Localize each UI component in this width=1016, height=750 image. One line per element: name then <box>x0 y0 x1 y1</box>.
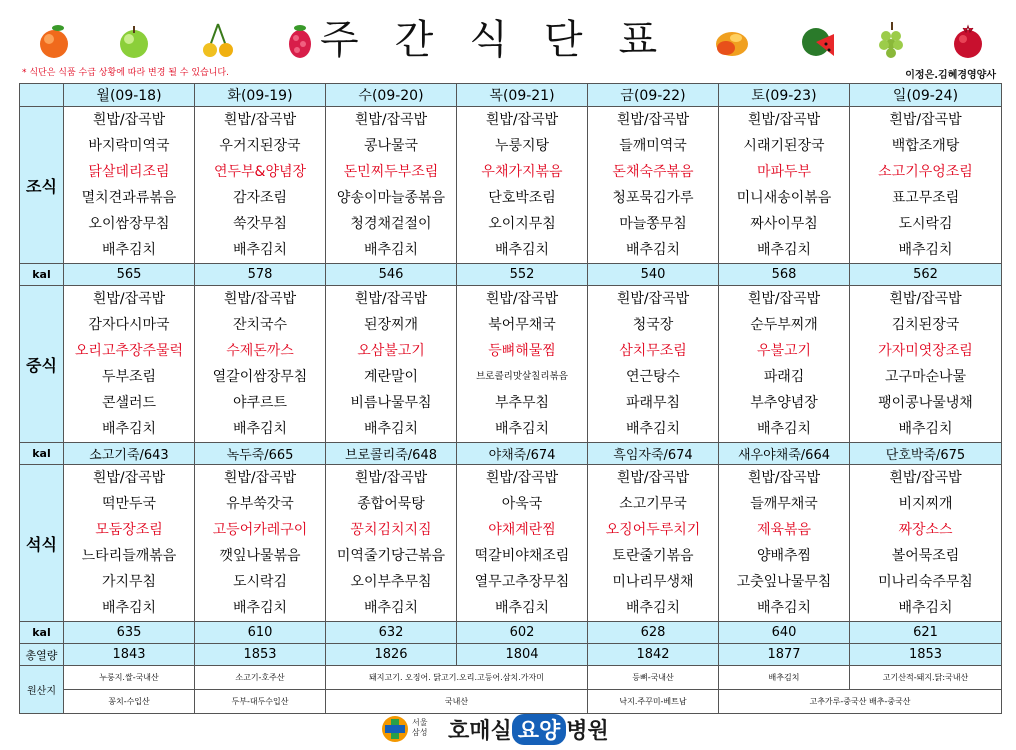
lunch-cell <box>850 286 1002 443</box>
kal-value: 602 <box>457 622 588 644</box>
menu-item: 배추김치 <box>625 242 681 258</box>
menu-item: 흰밥/잡곡밥 <box>747 112 821 128</box>
menu-item: 비름나물무침 <box>350 395 432 411</box>
kal-value: 621 <box>850 622 1002 644</box>
menu-item: 배추김치 <box>101 421 157 437</box>
kal-value: 단호박죽/675 <box>850 443 1002 465</box>
lunch-cell <box>64 286 195 443</box>
hospital-logo-icon <box>380 714 410 744</box>
corner-cell <box>20 84 64 107</box>
menu-item: 흰밥/잡곡밥 <box>616 470 690 486</box>
pomegranate-icon <box>950 20 986 60</box>
menu-item: 유부쑥갓국 <box>226 496 294 512</box>
menu-item: 흰밥/잡곡밥 <box>92 291 166 307</box>
menu-item: 닭살데리조림 <box>88 164 170 180</box>
menu-item: 배추김치 <box>625 600 681 616</box>
menu-item: 배추김치 <box>898 242 953 258</box>
menu-item: 배추김치 <box>101 600 157 616</box>
origin-value: 낙지.주꾸미-베트남 <box>588 690 719 714</box>
lunch-cell <box>588 286 719 443</box>
lunch-row <box>20 286 1002 443</box>
menu-item: 배추김치 <box>363 242 419 258</box>
kal-value: 흑임자죽/674 <box>588 443 719 465</box>
menu-item: 느타리들깨볶음 <box>81 548 177 564</box>
kal-value: 640 <box>719 622 850 644</box>
menu-item: 배추김치 <box>625 421 681 437</box>
menu-item: 순두부찌개 <box>750 317 818 333</box>
origin-value: 등뼈-국내산 <box>588 666 719 690</box>
kal-value: 565 <box>64 264 195 286</box>
menu-item: 연근탕수 <box>625 369 681 385</box>
kal-value: 578 <box>195 264 326 286</box>
menu-item: 흰밥/잡곡밥 <box>747 291 821 307</box>
origin-value: 돼지고기. 오징어. 닭고기.오리.고등어.삼치.가자미 <box>326 666 588 690</box>
breakfast-kal-row <box>20 264 1002 286</box>
total-label: 총열량 <box>20 644 64 666</box>
menu-item: 흰밥/잡곡밥 <box>889 291 962 307</box>
total-value: 1877 <box>719 644 850 666</box>
menu-item: 토란줄기볶음 <box>612 548 694 564</box>
menu-item: 청국장 <box>632 317 674 333</box>
dinner-cell <box>850 465 1002 622</box>
menu-item: 바지락미역국 <box>88 138 170 154</box>
menu-item: 부추무침 <box>494 395 550 411</box>
dinner-row <box>20 465 1002 622</box>
total-value: 1842 <box>588 644 719 666</box>
apple-icon <box>116 20 152 60</box>
origin-row <box>20 666 1002 690</box>
kal-value: 546 <box>326 264 457 286</box>
menu-item: 짜장소스 <box>898 522 953 538</box>
menu-item: 북어무채국 <box>488 317 556 333</box>
hospital-logo <box>380 712 700 746</box>
dinner-cell <box>64 465 195 622</box>
menu-item: 오이지무침 <box>488 216 556 232</box>
menu-item: 파래김 <box>763 369 805 385</box>
menu-item: 쑥갓무침 <box>232 216 288 232</box>
menu-item: 들깨미역국 <box>619 138 687 154</box>
menu-item: 미니새송이볶음 <box>736 190 832 206</box>
menu-item: 우채가지볶음 <box>481 164 563 180</box>
menu-item: 멸치견과류볶음 <box>81 190 177 206</box>
origin-value: 두부-대두수입산 <box>195 690 326 714</box>
menu-item: 팽이콩나물냉채 <box>878 395 973 411</box>
menu-item: 흰밥/잡곡밥 <box>889 112 962 128</box>
menu-item: 배추김치 <box>101 242 157 258</box>
lunch-cell <box>457 286 588 443</box>
menu-item: 떡만두국 <box>101 496 157 512</box>
breakfast-cell <box>195 107 326 264</box>
day-header: 화(09-19) <box>195 84 326 107</box>
menu-item: 흰밥/잡곡밥 <box>616 112 690 128</box>
cherry-icon <box>200 20 236 60</box>
lunch-cell <box>326 286 457 443</box>
menu-item: 청경채겉절이 <box>350 216 432 232</box>
menu-item: 누룽지탕 <box>494 138 550 154</box>
menu-item: 흰밥/잡곡밥 <box>485 470 559 486</box>
day-header: 일(09-24) <box>850 84 1002 107</box>
menu-item: 감자다시마국 <box>88 317 170 333</box>
total-value: 1853 <box>195 644 326 666</box>
lunch-cell <box>195 286 326 443</box>
menu-item: 흰밥/잡곡밥 <box>92 112 166 128</box>
mango-icon <box>714 20 750 60</box>
menu-item: 김치된장국 <box>891 317 960 333</box>
menu-item: 삼치무조림 <box>619 343 687 359</box>
menu-item: 미나리숙주무침 <box>878 574 973 590</box>
menu-item: 배추김치 <box>756 600 812 616</box>
menu-item: 가지무침 <box>101 574 157 590</box>
kal-value: 568 <box>719 264 850 286</box>
total-value: 1843 <box>64 644 195 666</box>
origin-value: 고기산적-돼지.닭:국내산 <box>850 666 1002 690</box>
menu-item: 도시락김 <box>232 574 288 590</box>
menu-item: 표고무조림 <box>891 190 960 206</box>
menu-item: 등뼈해물찜 <box>488 343 556 359</box>
hospital-name-badge: 요양 <box>512 714 567 745</box>
breakfast-cell <box>850 107 1002 264</box>
hospital-name <box>448 714 609 745</box>
menu-item: 연두부&양념장 <box>213 164 307 180</box>
menu-item: 배추김치 <box>232 421 288 437</box>
raspberry-icon <box>282 20 318 60</box>
menu-item: 소고기무국 <box>619 496 687 512</box>
dinner-cell <box>588 465 719 622</box>
kal-label: kal <box>20 622 64 644</box>
menu-item: 계란말이 <box>363 369 419 385</box>
menu-item: 흰밥/잡곡밥 <box>354 470 428 486</box>
kal-value: 610 <box>195 622 326 644</box>
menu-item: 흰밥/잡곡밥 <box>223 291 297 307</box>
kal-value: 브로콜리죽/648 <box>326 443 457 465</box>
total-kal-row <box>20 644 1002 666</box>
origin-row <box>20 690 1002 714</box>
kal-label: kal <box>20 264 64 286</box>
menu-item: 흰밥/잡곡밥 <box>485 291 559 307</box>
breakfast-cell <box>326 107 457 264</box>
menu-item: 우불고기 <box>756 343 812 359</box>
menu-item: 열갈이쌈장무침 <box>212 369 308 385</box>
menu-item: 오삼불고기 <box>357 343 425 359</box>
menu-item: 감자조림 <box>232 190 288 206</box>
breakfast-cell <box>64 107 195 264</box>
dinner-cell <box>457 465 588 622</box>
logo-sub-line: 삼성 <box>412 728 428 737</box>
logo-subtitle <box>412 718 427 738</box>
menu-item: 양배추찜 <box>756 548 812 564</box>
kal-value: 562 <box>850 264 1002 286</box>
total-value: 1826 <box>326 644 457 666</box>
day-header-row <box>20 84 1002 107</box>
menu-item: 오이쌈장무침 <box>88 216 170 232</box>
origin-value: 꽁치-수입산 <box>64 690 195 714</box>
menu-item: 야쿠르트 <box>232 395 288 411</box>
menu-item: 돈민찌두부조림 <box>343 164 439 180</box>
menu-item: 두부조림 <box>101 369 157 385</box>
menu-item: 꽁치김치지짐 <box>350 522 432 538</box>
menu-item: 배추김치 <box>363 600 419 616</box>
kal-value: 635 <box>64 622 195 644</box>
menu-item: 흰밥/잡곡밥 <box>92 470 166 486</box>
menu-item: 떡갈비야채조림 <box>474 548 570 564</box>
menu-item: 오이부추무침 <box>350 574 432 590</box>
day-header: 금(09-22) <box>588 84 719 107</box>
menu-item: 고춧잎나물무침 <box>736 574 832 590</box>
menu-item: 들깨무채국 <box>750 496 818 512</box>
kal-value: 야채죽/674 <box>457 443 588 465</box>
menu-item: 부추양념장 <box>750 395 818 411</box>
menu-item: 오리고추장주물럭 <box>74 343 184 359</box>
notice-text: * 식단은 식품 수급 상황에 따라 변경 될 수 있습니다. <box>22 68 229 78</box>
origin-value: 배추김치 <box>719 666 850 690</box>
dinner-cell <box>195 465 326 622</box>
origin-value: 고추가루-중국산 배추-중국산 <box>719 690 1002 714</box>
menu-item: 소고기우엉조림 <box>878 164 973 180</box>
menu-item: 배추김치 <box>494 421 550 437</box>
menu-item: 잔치국수 <box>232 317 288 333</box>
menu-item: 오징어두루치기 <box>605 522 701 538</box>
breakfast-label: 조식 <box>20 107 64 264</box>
menu-item: 배추김치 <box>494 242 550 258</box>
menu-item: 흰밥/잡곡밥 <box>485 112 559 128</box>
origin-label: 원산지 <box>20 666 64 714</box>
menu-item: 백합조개탕 <box>891 138 960 154</box>
header <box>0 0 1016 84</box>
kal-value: 628 <box>588 622 719 644</box>
dinner-cell <box>719 465 850 622</box>
menu-item: 고등어카레구이 <box>212 522 308 538</box>
menu-item: 흰밥/잡곡밥 <box>354 112 428 128</box>
breakfast-row <box>20 107 1002 264</box>
dinner-cell <box>326 465 457 622</box>
menu-item: 제육볶음 <box>756 522 812 538</box>
menu-item: 콩나물국 <box>363 138 419 154</box>
menu-item: 도시락김 <box>898 216 953 232</box>
hospital-name-b: 병원 <box>566 719 609 744</box>
menu-item: 콘샐러드 <box>101 395 157 411</box>
menu-item: 단호박조림 <box>488 190 556 206</box>
origin-value: 누룽지.쌀-국내산 <box>64 666 195 690</box>
menu-item: 열무고추장무침 <box>474 574 570 590</box>
breakfast-cell <box>457 107 588 264</box>
grape-icon <box>874 20 910 60</box>
menu-item: 브로콜리맛살칠리볶음 <box>476 371 568 382</box>
menu-item: 종합어묵탕 <box>357 496 425 512</box>
dinner-kal-row <box>20 622 1002 644</box>
menu-item: 된장찌개 <box>363 317 419 333</box>
day-header: 월(09-18) <box>64 84 195 107</box>
kal-value: 552 <box>457 264 588 286</box>
menu-item: 배추김치 <box>756 242 812 258</box>
menu-item: 마늘쫑무침 <box>619 216 687 232</box>
menu-item: 수제돈까스 <box>226 343 294 359</box>
menu-item: 흰밥/잡곡밥 <box>223 470 297 486</box>
menu-item: 청포묵김가루 <box>612 190 694 206</box>
day-header: 토(09-23) <box>719 84 850 107</box>
kal-value: 녹두죽/665 <box>195 443 326 465</box>
menu-item: 가자미엿장조림 <box>878 343 973 359</box>
menu-item: 배추김치 <box>756 421 812 437</box>
page-title: 주간식단표 <box>320 17 694 63</box>
total-value: 1853 <box>850 644 1002 666</box>
logo-sub-line: 서울 <box>412 718 428 727</box>
day-header: 목(09-21) <box>457 84 588 107</box>
lunch-label: 중식 <box>20 286 64 443</box>
lunch-kal-row <box>20 443 1002 465</box>
kal-value: 632 <box>326 622 457 644</box>
menu-item: 우거지된장국 <box>219 138 301 154</box>
menu-item: 흰밥/잡곡밥 <box>747 470 821 486</box>
kal-value: 소고기죽/643 <box>64 443 195 465</box>
menu-item: 배추김치 <box>232 600 288 616</box>
menu-item: 미나리무생채 <box>612 574 694 590</box>
watermelon-icon <box>800 20 836 60</box>
menu-item: 흰밥/잡곡밥 <box>354 291 428 307</box>
origin-value: 국내산 <box>326 690 588 714</box>
breakfast-cell <box>588 107 719 264</box>
breakfast-cell <box>719 107 850 264</box>
total-value: 1804 <box>457 644 588 666</box>
menu-item: 아욱국 <box>501 496 543 512</box>
menu-item: 흰밥/잡곡밥 <box>616 291 690 307</box>
menu-item: 흰밥/잡곡밥 <box>889 470 962 486</box>
peach-icon <box>36 20 72 60</box>
day-header: 수(09-20) <box>326 84 457 107</box>
menu-item: 흰밥/잡곡밥 <box>223 112 297 128</box>
menu-item: 모둠장조림 <box>95 522 163 538</box>
hospital-name-a: 호매실 <box>448 719 512 744</box>
menu-item: 배추김치 <box>898 600 953 616</box>
menu-item: 야채계란찜 <box>488 522 556 538</box>
menu-item: 배추김치 <box>494 600 550 616</box>
menu-item: 양송이마늘종볶음 <box>336 190 446 206</box>
menu-item: 시래기된장국 <box>743 138 825 154</box>
menu-item: 짜사이무침 <box>750 216 818 232</box>
kal-value: 540 <box>588 264 719 286</box>
weekly-menu-table <box>19 83 1002 714</box>
menu-item: 파래무침 <box>625 395 681 411</box>
menu-item: 미역줄기당근볶음 <box>336 548 446 564</box>
menu-item: 배추김치 <box>898 421 953 437</box>
menu-item: 배추김치 <box>363 421 419 437</box>
kal-label: kal <box>20 443 64 465</box>
menu-item: 마파두부 <box>756 164 812 180</box>
origin-value: 소고기-호주산 <box>195 666 326 690</box>
kal-value: 새우야채죽/664 <box>719 443 850 465</box>
dinner-label: 석식 <box>20 465 64 622</box>
menu-item: 배추김치 <box>232 242 288 258</box>
menu-item: 볼어묵조림 <box>891 548 960 564</box>
menu-item: 고구마순나물 <box>884 369 967 385</box>
author-text: 이정은.김혜경영양사 <box>905 70 996 81</box>
menu-item: 깻잎나물볶음 <box>219 548 301 564</box>
menu-item: 돈채숙주볶음 <box>612 164 694 180</box>
lunch-cell <box>719 286 850 443</box>
menu-item: 비지찌개 <box>898 496 953 512</box>
